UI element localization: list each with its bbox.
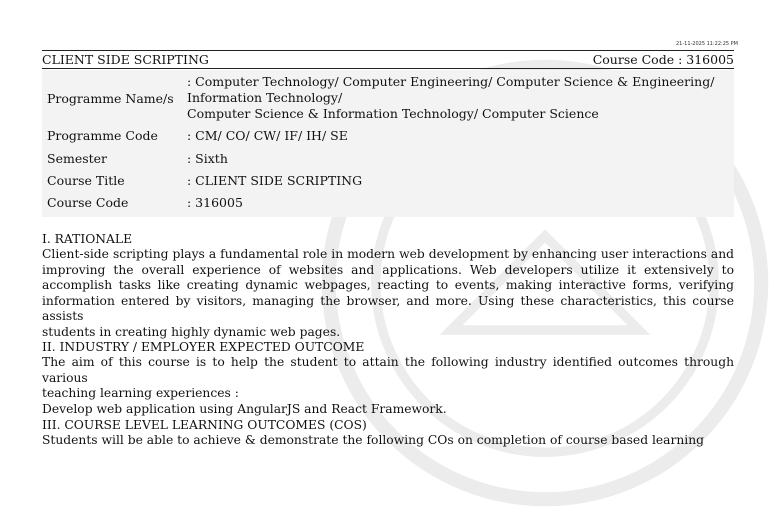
body-line: information entered by visitors, managing the browser, and more. Using these characteristics, this course assists <box>42 293 734 323</box>
value-line: Information Technology/ <box>187 90 343 105</box>
programme-details-table <box>42 70 734 217</box>
body-line: students in creating highly dynamic web pages. <box>42 324 341 339</box>
course-code-value: 316005 <box>686 52 734 67</box>
section-title: II. INDUSTRY / EMPLOYER EXPECTED OUTCOME <box>42 340 365 354</box>
value-line: : Computer Technology/ Computer Engineering/ Computer Science & Engineering/ <box>187 74 715 89</box>
print-timestamp: 21-11-2025 11:22:25 PM <box>675 41 738 47</box>
value-line: Computer Science & Information Technology/ Computer Science <box>187 106 599 121</box>
section-rationale <box>42 232 734 340</box>
value-semester: : Sixth <box>187 151 228 166</box>
section-body <box>42 247 734 340</box>
section-title: I. RATIONALE <box>42 232 133 246</box>
label-course-title: Course Title <box>47 173 125 188</box>
body-line: Students will be able to achieve & demonstrate the following COs on completion of course based learning <box>42 433 705 447</box>
body-line: Develop web application using AngularJS and React Framework. <box>42 401 447 416</box>
label-course-code: Course Code <box>47 195 129 210</box>
label-programme-name: Programme Name/s <box>47 91 174 106</box>
body-line: improving the overall experience of websites and applications. Web developers utilize it extensively to <box>42 262 734 277</box>
section-title: III. COURSE LEVEL LEARNING OUTCOMES (COS) <box>42 418 367 432</box>
body-line: Client-side scripting plays a fundamental role in modern web development by enhancing user interactions and <box>42 247 734 261</box>
body-line: teaching learning experiences : <box>42 386 239 400</box>
section-course-outcomes <box>42 418 734 449</box>
course-name: CLIENT SIDE SCRIPTING <box>42 52 209 67</box>
value-course-title: : CLIENT SIDE SCRIPTING <box>187 173 363 188</box>
header-course-code <box>593 52 734 67</box>
label-semester: Semester <box>47 151 108 166</box>
course-code-label: Course Code : <box>592 52 687 67</box>
label-programme-code: Programme Code <box>47 128 158 143</box>
body-line: The aim of this course is to help the student to attain the following industry identified outcomes through various <box>42 355 734 385</box>
section-industry-outcome <box>42 340 734 417</box>
value-course-code: : 316005 <box>187 195 243 210</box>
value-programme-code: : CM/ CO/ CW/ IF/ IH/ SE <box>187 128 348 143</box>
body-line: accomplish tasks like creating dynamic webpages, reacting to events, making interactive forms, verifying <box>42 278 734 292</box>
value-programme-name <box>187 74 730 122</box>
course-header <box>42 50 734 69</box>
section-body <box>42 355 734 417</box>
